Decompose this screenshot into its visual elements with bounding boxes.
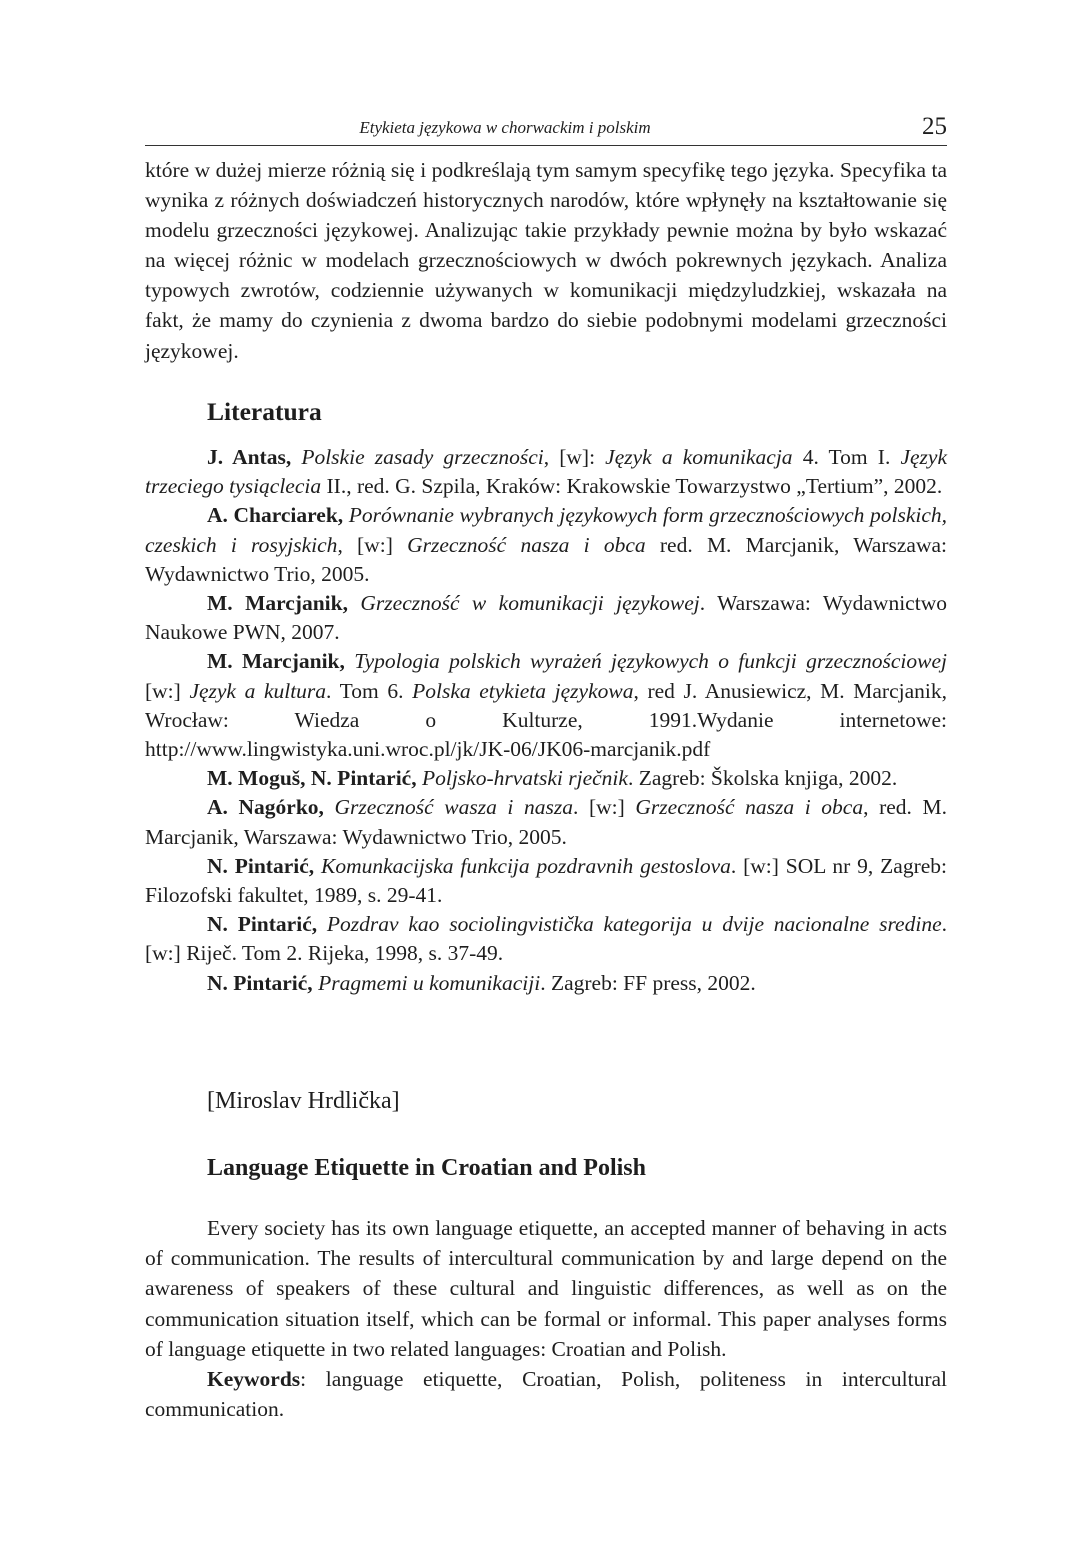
bib-text: . Zagreb: FF press, 2002. (540, 970, 756, 995)
bib-author: J. Antas, (207, 445, 292, 469)
bib-title: Grzeczność wasza i nasza (334, 795, 573, 820)
bib-title: Porównanie wybranych językowych form grzecznościowych polskich, czeskich i rosyjskich (145, 503, 947, 557)
bib-entry (145, 501, 947, 589)
keywords-text: : language etiquette, Croatian, Polish, politeness in intercultural communication. (145, 1367, 947, 1422)
abstract-paragraph: Every society has its own language etiquette, an accepted manner of behaving in acts of communication. The results of intercultural communication by and large depend on the awareness of speakers of these cultural and linguistic differences, as well as on the communication situation itself, which can be formal or informal. This paper analyses forms of language etiquette in two related languages: Croatian and Polish. (145, 1216, 947, 1361)
bib-entry (145, 764, 947, 793)
bibliography (145, 443, 947, 998)
bib-author: A. Charciarek, (207, 503, 344, 528)
bib-entry (145, 793, 947, 851)
bib-title: Pozdrav kao sociolingvistička kategorija u dvije nacionalne sredine (326, 912, 942, 937)
bib-entry (145, 969, 947, 998)
bib-author: M. Marcjanik, (207, 591, 348, 616)
bib-title: Polskie zasady grzeczności (301, 445, 544, 469)
intro-paragraph: które w dużej mierze różnią się i podkreślają tym samym specyfikę tego języka. Specyfika ta wynika z różnych doświadczeń historycznych narodów, które wpłynęły na kształtowanie się modelu grzeczności językowej. Analizując takie przykłady pewnie można by było wskazać na więcej różnic w modelach grzecznościowych w dwóch pokrewnych językach. Analiza typowych zwrotów, codziennie używanych w komunikacji międzyludzkiej, wskazała na fakt, że mamy do czynienia z dwoma bardzo do siebie podobnymi modelami grzeczności językowej. (145, 158, 947, 363)
bib-text: [w:] (145, 678, 190, 703)
bib-title: Pragmemi u komunikaciji (318, 970, 541, 995)
bib-entry (145, 589, 947, 647)
bib-title: Grzeczność nasza i obca (407, 532, 646, 557)
bib-text: . [w:] SOL nr 9, Zagreb: Filozofski fakultet, 1989, s. 29-41. (145, 853, 947, 908)
summary-title: Language Etiquette in Croatian and Polish (207, 1155, 646, 1181)
bib-entry (145, 852, 947, 910)
bib-text: II., red. G. Szpila, Kraków: Krakowskie Towarzystwo „Tertium”, 2002. (321, 474, 943, 499)
page-header (145, 113, 947, 146)
bib-entry (145, 910, 947, 968)
bib-text: 4. Tom I. (792, 445, 901, 469)
bib-text: , red. M. Marcjanik, Warszawa: Wydawnictwo Trio, 2005. (145, 795, 947, 849)
keywords-label: Keywords (207, 1367, 301, 1392)
bib-entry (145, 647, 947, 764)
running-title: Etykieta językowa w chorwackim i polskim (359, 118, 651, 137)
bib-author: N. Pintarić, (207, 853, 315, 878)
bib-author: M. Marcjanik, (207, 649, 345, 674)
bib-author: N. Pintarić, (207, 912, 318, 937)
bib-text: . Tom 6. (326, 678, 413, 703)
bib-author: A. Nagórko, (207, 795, 324, 820)
bib-text: . [w:] (573, 795, 636, 820)
bib-text: , red J. Anusiewicz, M. Marcjanik, Wrocław: Wiedza o Kulturze, 1991.Wydanie internetowe: http://www.lingwistyka.uni.wroc.pl/jk/JK-06/JK06-marcjanik.pdf (145, 678, 947, 762)
bib-author: N. Pintarić, (207, 970, 313, 995)
bib-title: Język trzeciego tysiąclecia (145, 445, 947, 499)
intro-section (145, 155, 947, 366)
bib-text: . Zagreb: Školska knjiga, 2002. (627, 766, 898, 791)
keywords-paragraph (145, 1364, 947, 1424)
bib-text: . Warszawa: Wydawnictwo Naukowe PWN, 2007. (145, 591, 947, 645)
bib-title: Typologia polskich wyrażeń językowych o funkcji grzecznościowej (354, 649, 947, 674)
bib-text: , [w:] (337, 532, 408, 557)
summary-author: [Miroslav Hrdlička] (207, 1088, 400, 1114)
bib-text: , [w]: (543, 445, 606, 469)
literature-heading: Literatura (207, 397, 322, 426)
bib-title: Język a kultura (189, 678, 327, 703)
bib-author: M. Moguš, N. Pintarić, (207, 766, 417, 791)
bib-title: Poljsko-hrvatski rječnik (421, 766, 628, 791)
bib-title: Grzeczność nasza i obca (635, 795, 864, 820)
summary-abstract (145, 1213, 947, 1424)
bib-title: Grzeczność w komunikacji językowej (360, 591, 700, 616)
bib-title: Komunkacijska funkcija pozdravnih gestoslova (321, 853, 731, 878)
bib-entry (145, 443, 947, 501)
bib-text: . [w:] Riječ. Tom 2. Rijeka, 1998, s. 37-49. (145, 912, 947, 966)
bib-text: red. M. Marcjanik, Warszawa: Wydawnictwo Trio, 2005. (145, 532, 947, 586)
bib-title: Polska etykieta językowa (412, 678, 634, 703)
bib-title: Język a komunikacja (605, 445, 793, 469)
page-number: 25 (922, 113, 947, 140)
